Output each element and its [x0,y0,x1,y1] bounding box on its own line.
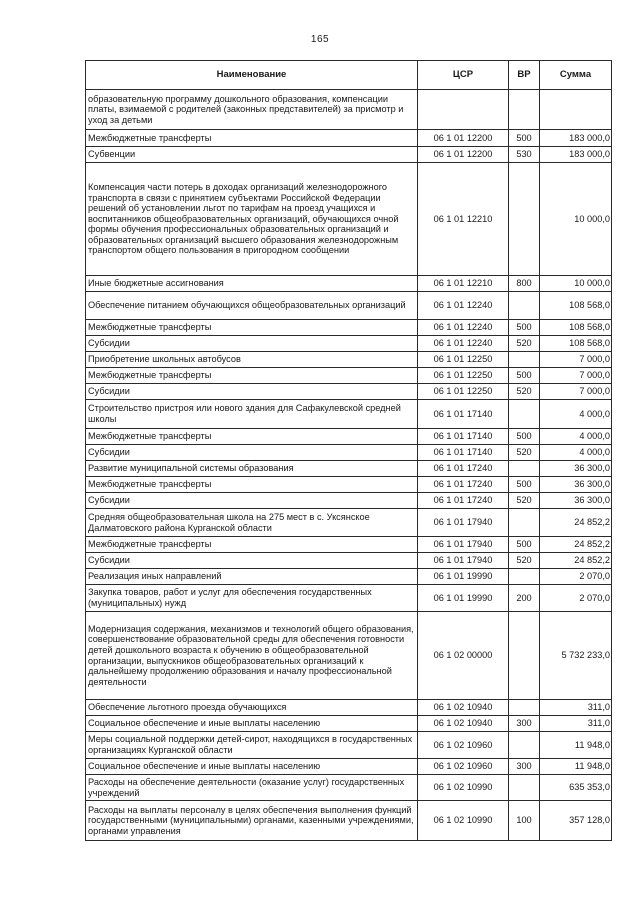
row-vr [509,90,540,130]
row-vr [509,461,540,477]
row-vr [509,700,540,716]
row-sum: 108 568,0 [540,336,612,352]
row-csr: 06 1 02 10960 [418,732,509,759]
table-row [86,493,612,509]
row-sum: 36 300,0 [540,461,612,477]
row-vr: 520 [509,384,540,400]
table-row [86,585,612,612]
row-sum: 36 300,0 [540,477,612,493]
row-vr: 500 [509,429,540,445]
row-csr: 06 1 01 12240 [418,336,509,352]
row-name: Межбюджетные трансферты [86,537,418,553]
row-csr [418,90,509,130]
row-csr: 06 1 01 17940 [418,553,509,569]
column-header-vr: ВР [509,61,540,90]
row-name: Межбюджетные трансферты [86,477,418,493]
table-row [86,759,612,775]
row-vr: 520 [509,493,540,509]
row-csr: 06 1 02 00000 [418,612,509,700]
row-sum: 11 948,0 [540,732,612,759]
row-vr: 200 [509,585,540,612]
table-row [86,429,612,445]
row-sum: 11 948,0 [540,759,612,775]
table-row [86,147,612,163]
row-sum: 10 000,0 [540,163,612,276]
row-sum: 311,0 [540,700,612,716]
row-csr: 06 1 01 17940 [418,537,509,553]
row-vr [509,612,540,700]
table-row [86,336,612,352]
row-name: Субсидии [86,445,418,461]
row-csr: 06 1 01 19990 [418,569,509,585]
row-sum: 24 852,2 [540,537,612,553]
row-name: Субсидии [86,553,418,569]
table-row [86,612,612,700]
row-name: Строительство пристроя или нового здания для Сафакулевской средней школы [86,400,418,429]
row-sum: 2 070,0 [540,569,612,585]
row-csr: 06 1 01 12210 [418,276,509,292]
row-name: Субвенции [86,147,418,163]
row-sum: 7 000,0 [540,352,612,368]
row-name: Обеспечение питанием обучающихся общеобразовательных организаций [86,292,418,320]
row-name: Субсидии [86,336,418,352]
row-vr: 500 [509,477,540,493]
row-sum: 108 568,0 [540,320,612,336]
row-name: Расходы на выплаты персоналу в целях обеспечения выполнения функций государственными (муниципальными) органами, казенными учреждениями, органами управления [86,801,418,841]
table-header-row [86,61,612,90]
row-csr: 06 1 01 12200 [418,147,509,163]
row-vr [509,292,540,320]
row-csr: 06 1 01 17240 [418,493,509,509]
row-name: Приобретение школьных автобусов [86,352,418,368]
row-vr [509,732,540,759]
row-csr: 06 1 01 17240 [418,461,509,477]
row-sum: 24 852,2 [540,509,612,537]
table-row [86,732,612,759]
row-csr: 06 1 01 17140 [418,400,509,429]
row-csr: 06 1 01 17940 [418,509,509,537]
row-sum: 108 568,0 [540,292,612,320]
row-name: Развитие муниципальной системы образования [86,461,418,477]
row-vr [509,352,540,368]
table-row [86,276,612,292]
table-row [86,445,612,461]
row-name: Обеспечение льготного проезда обучающихся [86,700,418,716]
table-row [86,775,612,801]
column-header-sum: Сумма [540,61,612,90]
row-csr: 06 1 01 19990 [418,585,509,612]
row-name: Средняя общеобразовательная школа на 275 мест в с. Уксянское Далматовского района Курганской области [86,509,418,537]
table-row [86,400,612,429]
row-csr: 06 1 01 12250 [418,384,509,400]
row-sum: 7 000,0 [540,368,612,384]
table-row [86,292,612,320]
table-row [86,320,612,336]
row-name: Социальное обеспечение и иные выплаты населению [86,716,418,732]
row-vr: 520 [509,336,540,352]
row-csr: 06 1 02 10990 [418,775,509,801]
row-csr: 06 1 01 12240 [418,292,509,320]
column-header-csr: ЦСР [418,61,509,90]
table-row [86,163,612,276]
row-name: Иные бюджетные ассигнования [86,276,418,292]
row-vr [509,509,540,537]
table-row [86,553,612,569]
row-vr: 500 [509,537,540,553]
row-sum: 635 353,0 [540,775,612,801]
row-sum: 36 300,0 [540,493,612,509]
row-name: Закупка товаров, работ и услуг для обеспечения государственных (муниципальных) нужд [86,585,418,612]
table-row [86,537,612,553]
row-csr: 06 1 01 12200 [418,130,509,147]
row-name: Межбюджетные трансферты [86,429,418,445]
table-row [86,384,612,400]
row-sum: 357 128,0 [540,801,612,841]
row-vr [509,163,540,276]
row-vr: 300 [509,759,540,775]
row-vr: 520 [509,553,540,569]
row-sum: 4 000,0 [540,429,612,445]
row-vr: 500 [509,130,540,147]
table-row [86,801,612,841]
row-name: Расходы на обеспечение деятельности (оказание услуг) государственных учреждений [86,775,418,801]
row-csr: 06 1 01 17140 [418,429,509,445]
row-sum: 183 000,0 [540,130,612,147]
row-name: Социальное обеспечение и иные выплаты населению [86,759,418,775]
row-sum: 4 000,0 [540,400,612,429]
budget-table [85,60,612,841]
row-vr: 800 [509,276,540,292]
row-name: Меры социальной поддержки детей-сирот, находящихся в государственных организациях Курганской области [86,732,418,759]
row-vr [509,400,540,429]
row-vr [509,775,540,801]
row-name: Межбюджетные трансферты [86,130,418,147]
row-name: Субсидии [86,384,418,400]
row-sum: 2 070,0 [540,585,612,612]
row-csr: 06 1 02 10940 [418,700,509,716]
row-vr: 300 [509,716,540,732]
table-row [86,509,612,537]
row-name: Межбюджетные трансферты [86,320,418,336]
row-sum: 24 852,2 [540,553,612,569]
column-header-name: Наименование [86,61,418,90]
table-row [86,368,612,384]
row-sum [540,90,612,130]
row-vr: 500 [509,368,540,384]
row-sum: 4 000,0 [540,445,612,461]
row-name: Модернизация содержания, механизмов и технологий общего образования, совершенствование образовательной среды для обеспечения готовности детей дошкольного возраста к обучению в общеобразовательной организации, выпускников общеобразовательных организаций к дальнейшему продолжению образования и началу профессиональной деятельности [86,612,418,700]
row-csr: 06 1 02 10990 [418,801,509,841]
row-sum: 10 000,0 [540,276,612,292]
row-name: Реализация иных направлений [86,569,418,585]
row-sum: 5 732 233,0 [540,612,612,700]
table-row [86,90,612,130]
table-row [86,130,612,147]
page-number: 165 [310,34,330,45]
table-row [86,461,612,477]
row-vr [509,569,540,585]
table-row [86,700,612,716]
row-csr: 06 1 01 12210 [418,163,509,276]
table-row [86,352,612,368]
row-sum: 311,0 [540,716,612,732]
row-csr: 06 1 01 12250 [418,368,509,384]
row-vr: 520 [509,445,540,461]
row-csr: 06 1 02 10940 [418,716,509,732]
row-sum: 183 000,0 [540,147,612,163]
row-csr: 06 1 01 17240 [418,477,509,493]
row-vr: 500 [509,320,540,336]
row-vr: 530 [509,147,540,163]
row-vr: 100 [509,801,540,841]
row-sum: 7 000,0 [540,384,612,400]
row-csr: 06 1 02 10960 [418,759,509,775]
table-row [86,569,612,585]
row-name: Субсидии [86,493,418,509]
table-row [86,477,612,493]
row-csr: 06 1 01 12250 [418,352,509,368]
row-csr: 06 1 01 17140 [418,445,509,461]
row-name: Компенсация части потерь в доходах организаций железнодорожного транспорта в связи с принятием субъектами Российской Федерации решений об установлении льгот по тарифам на проезд учащихся и воспитанников общеобразовательных организаций, обучающихся очной формы обучения профессиональных образовательных организаций и образовательных организаций высшего образования железнодорожным транспортом общего пользования в пригородном сообщении [86,163,418,276]
table-row [86,716,612,732]
row-name: Межбюджетные трансферты [86,368,418,384]
row-name: образовательную программу дошкольного образования, компенсации платы, взимаемой с родителей (законных представителей) за присмотр и уход за детьми [86,90,418,130]
row-csr: 06 1 01 12240 [418,320,509,336]
